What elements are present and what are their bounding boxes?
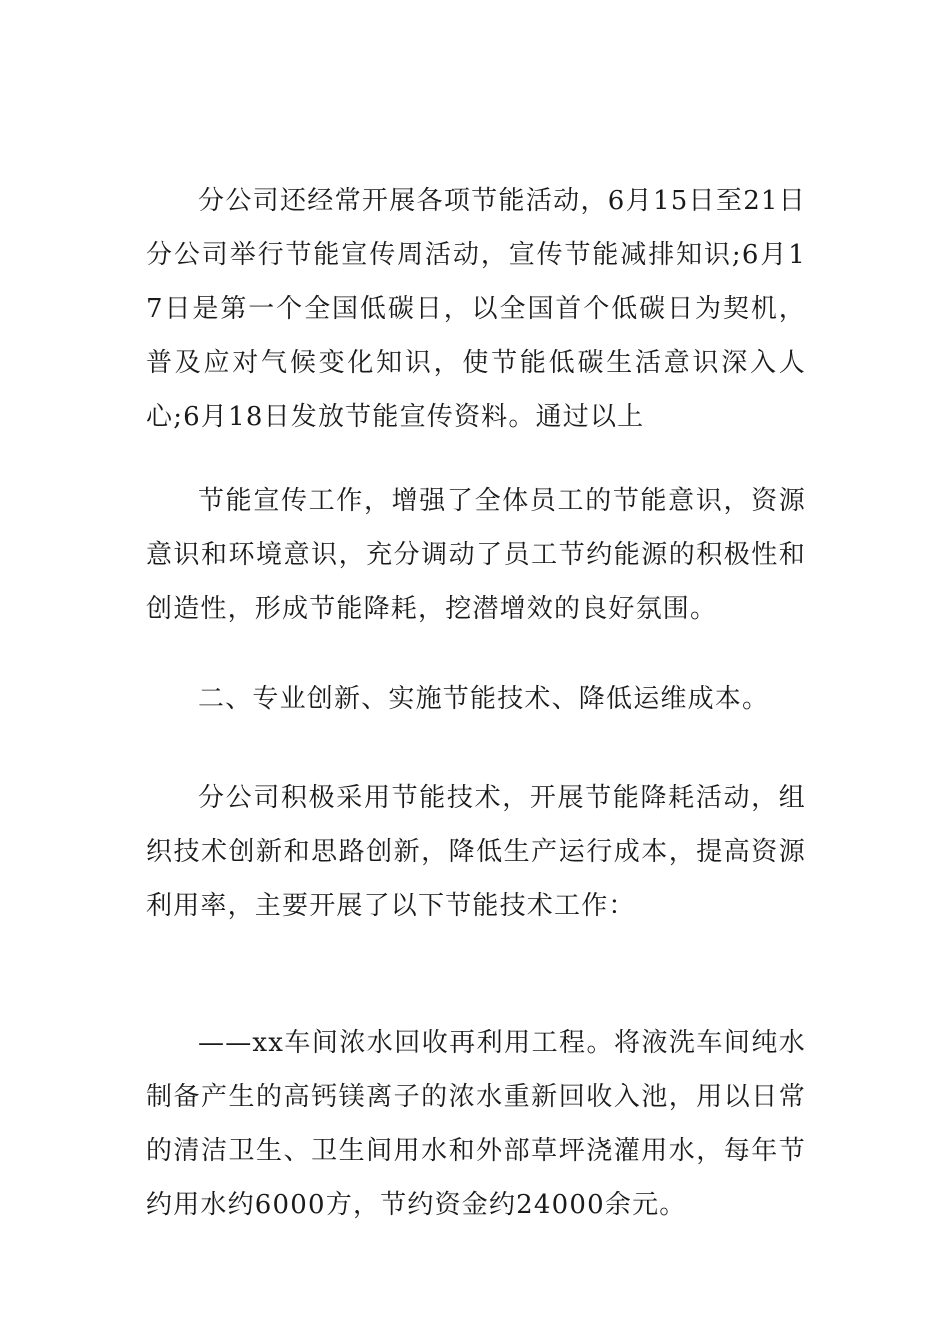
paragraph-publicity-results: 节能宣传工作，增强了全体员工的节能意识，资源意识和环境意识，充分调动了员工节约能源的积极性和创造性，形成节能降耗，挖潜增效的良好氛围。 [146,486,806,624]
paragraph-energy-technology: 分公司积极采用节能技术，开展节能降耗活动，组织技术创新和思路创新，降低生产运行成本，提高资源利用率，主要开展了以下节能技术工作： [146,783,806,921]
paragraph-energy-activities: 分公司还经常开展各项节能活动，6月15日至21日分公司举行节能宣传周活动，宣传节能减排知识;6月17日是第一个全国低碳日，以全国首个低碳日为契机，普及应对气候变化知识，使节能低碳生活意识深入人心;6月18日发放节能宣传资料。通过以上 [146,186,806,432]
paragraph-water-recycling: ——xx车间浓水回收再利用工程。将液洗车间纯水制备产生的高钙镁离子的浓水重新回收入池，用以日常的清洁卫生、卫生间用水和外部草坪浇灌用水，每年节约用水约6000方，节约资金约24000余元。 [146,1028,806,1220]
section-heading-innovation: 二、专业创新、实施节能技术、降低运维成本。 [198,684,770,714]
